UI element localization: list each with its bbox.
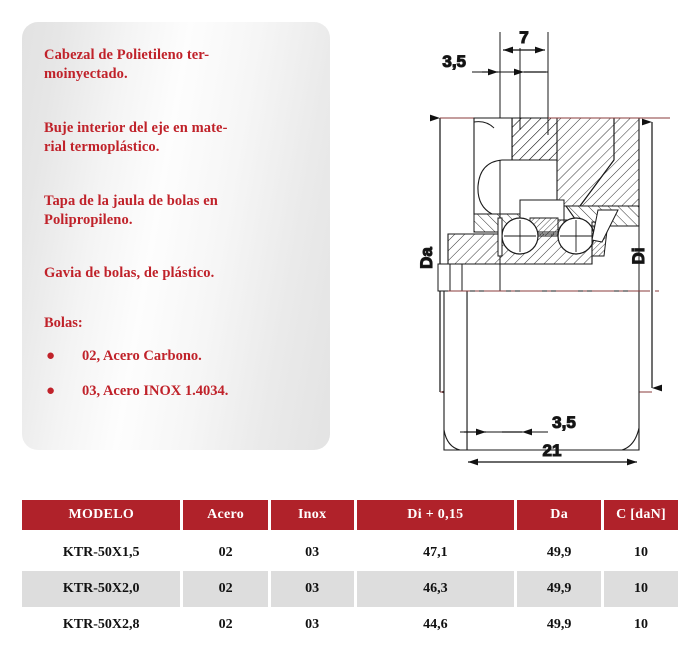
bullet-dot-icon: ● <box>46 347 56 364</box>
specification-table <box>22 500 678 643</box>
dimension-label-bottom-offset: 3,5 <box>552 413 576 432</box>
feature-item-cabezal <box>44 46 310 83</box>
bullet-dot-icon: ● <box>46 382 56 399</box>
cell-c: 10 <box>604 607 678 643</box>
feature-line-6: Polipropileno. <box>44 211 133 228</box>
features-panel <box>22 22 330 450</box>
list-item <box>44 383 310 400</box>
dimension-label-di: Di <box>629 247 648 265</box>
cell-da: 49,9 <box>517 571 604 607</box>
cell-acero: 02 <box>183 535 270 571</box>
table-row <box>22 571 678 607</box>
table-header-row <box>22 500 678 535</box>
dimension-label-bottom-total: 21 <box>542 441 562 460</box>
cell-acero: 02 <box>183 607 270 643</box>
cell-c: 10 <box>604 535 678 571</box>
cell-modelo: KTR-50X2,8 <box>22 607 183 643</box>
column-header-da: Da <box>517 500 604 535</box>
dimension-label-top-width: 7 <box>519 28 529 47</box>
table-row <box>22 535 678 571</box>
table-row <box>22 607 678 643</box>
feature-line-4: rial termoplástico. <box>44 138 160 155</box>
feature-line-7: Gavia de bolas, de plástico. <box>44 265 215 282</box>
dimension-label-top-offset: 3,5 <box>442 52 466 71</box>
bearing-cross-section-svg <box>352 10 690 480</box>
feature-line-3: Buje interior del eje en mate- <box>44 120 228 137</box>
feature-item-buje <box>44 119 310 156</box>
column-header-di: Di + 0,15 <box>357 500 518 535</box>
column-header-acero: Acero <box>183 500 270 535</box>
balls-section-label: Bolas: <box>44 314 83 331</box>
cell-modelo: KTR-50X2,0 <box>22 571 183 607</box>
cell-c: 10 <box>604 571 678 607</box>
cell-di: 44,6 <box>357 607 518 643</box>
column-header-modelo: MODELO <box>22 500 183 535</box>
feature-line-1: Cabezal de Polietileno ter- <box>44 47 210 63</box>
cell-di: 47,1 <box>357 535 518 571</box>
ball-material-inox: 03, Acero INOX 1.4034. <box>82 382 229 399</box>
feature-item-gavia <box>44 264 310 283</box>
cell-inox: 03 <box>271 535 357 571</box>
column-header-inox: Inox <box>271 500 357 535</box>
cell-da: 49,9 <box>517 607 604 643</box>
feature-line-2: moinyectado. <box>44 65 128 82</box>
cell-inox: 03 <box>271 607 357 643</box>
cell-da: 49,9 <box>517 535 604 571</box>
feature-line-5: Tapa de la jaula de bolas en <box>44 193 218 210</box>
ball-material-carbono: 02, Acero Carbono. <box>82 347 202 364</box>
dimension-label-da: Da <box>417 247 436 269</box>
feature-item-tapa <box>44 192 310 229</box>
cell-inox: 03 <box>271 571 357 607</box>
column-header-c: C [daN] <box>604 500 678 535</box>
list-item <box>44 348 310 365</box>
cell-modelo: KTR-50X1,5 <box>22 535 183 571</box>
cell-di: 46,3 <box>357 571 518 607</box>
technical-drawing <box>352 10 690 480</box>
cell-acero: 02 <box>183 571 270 607</box>
